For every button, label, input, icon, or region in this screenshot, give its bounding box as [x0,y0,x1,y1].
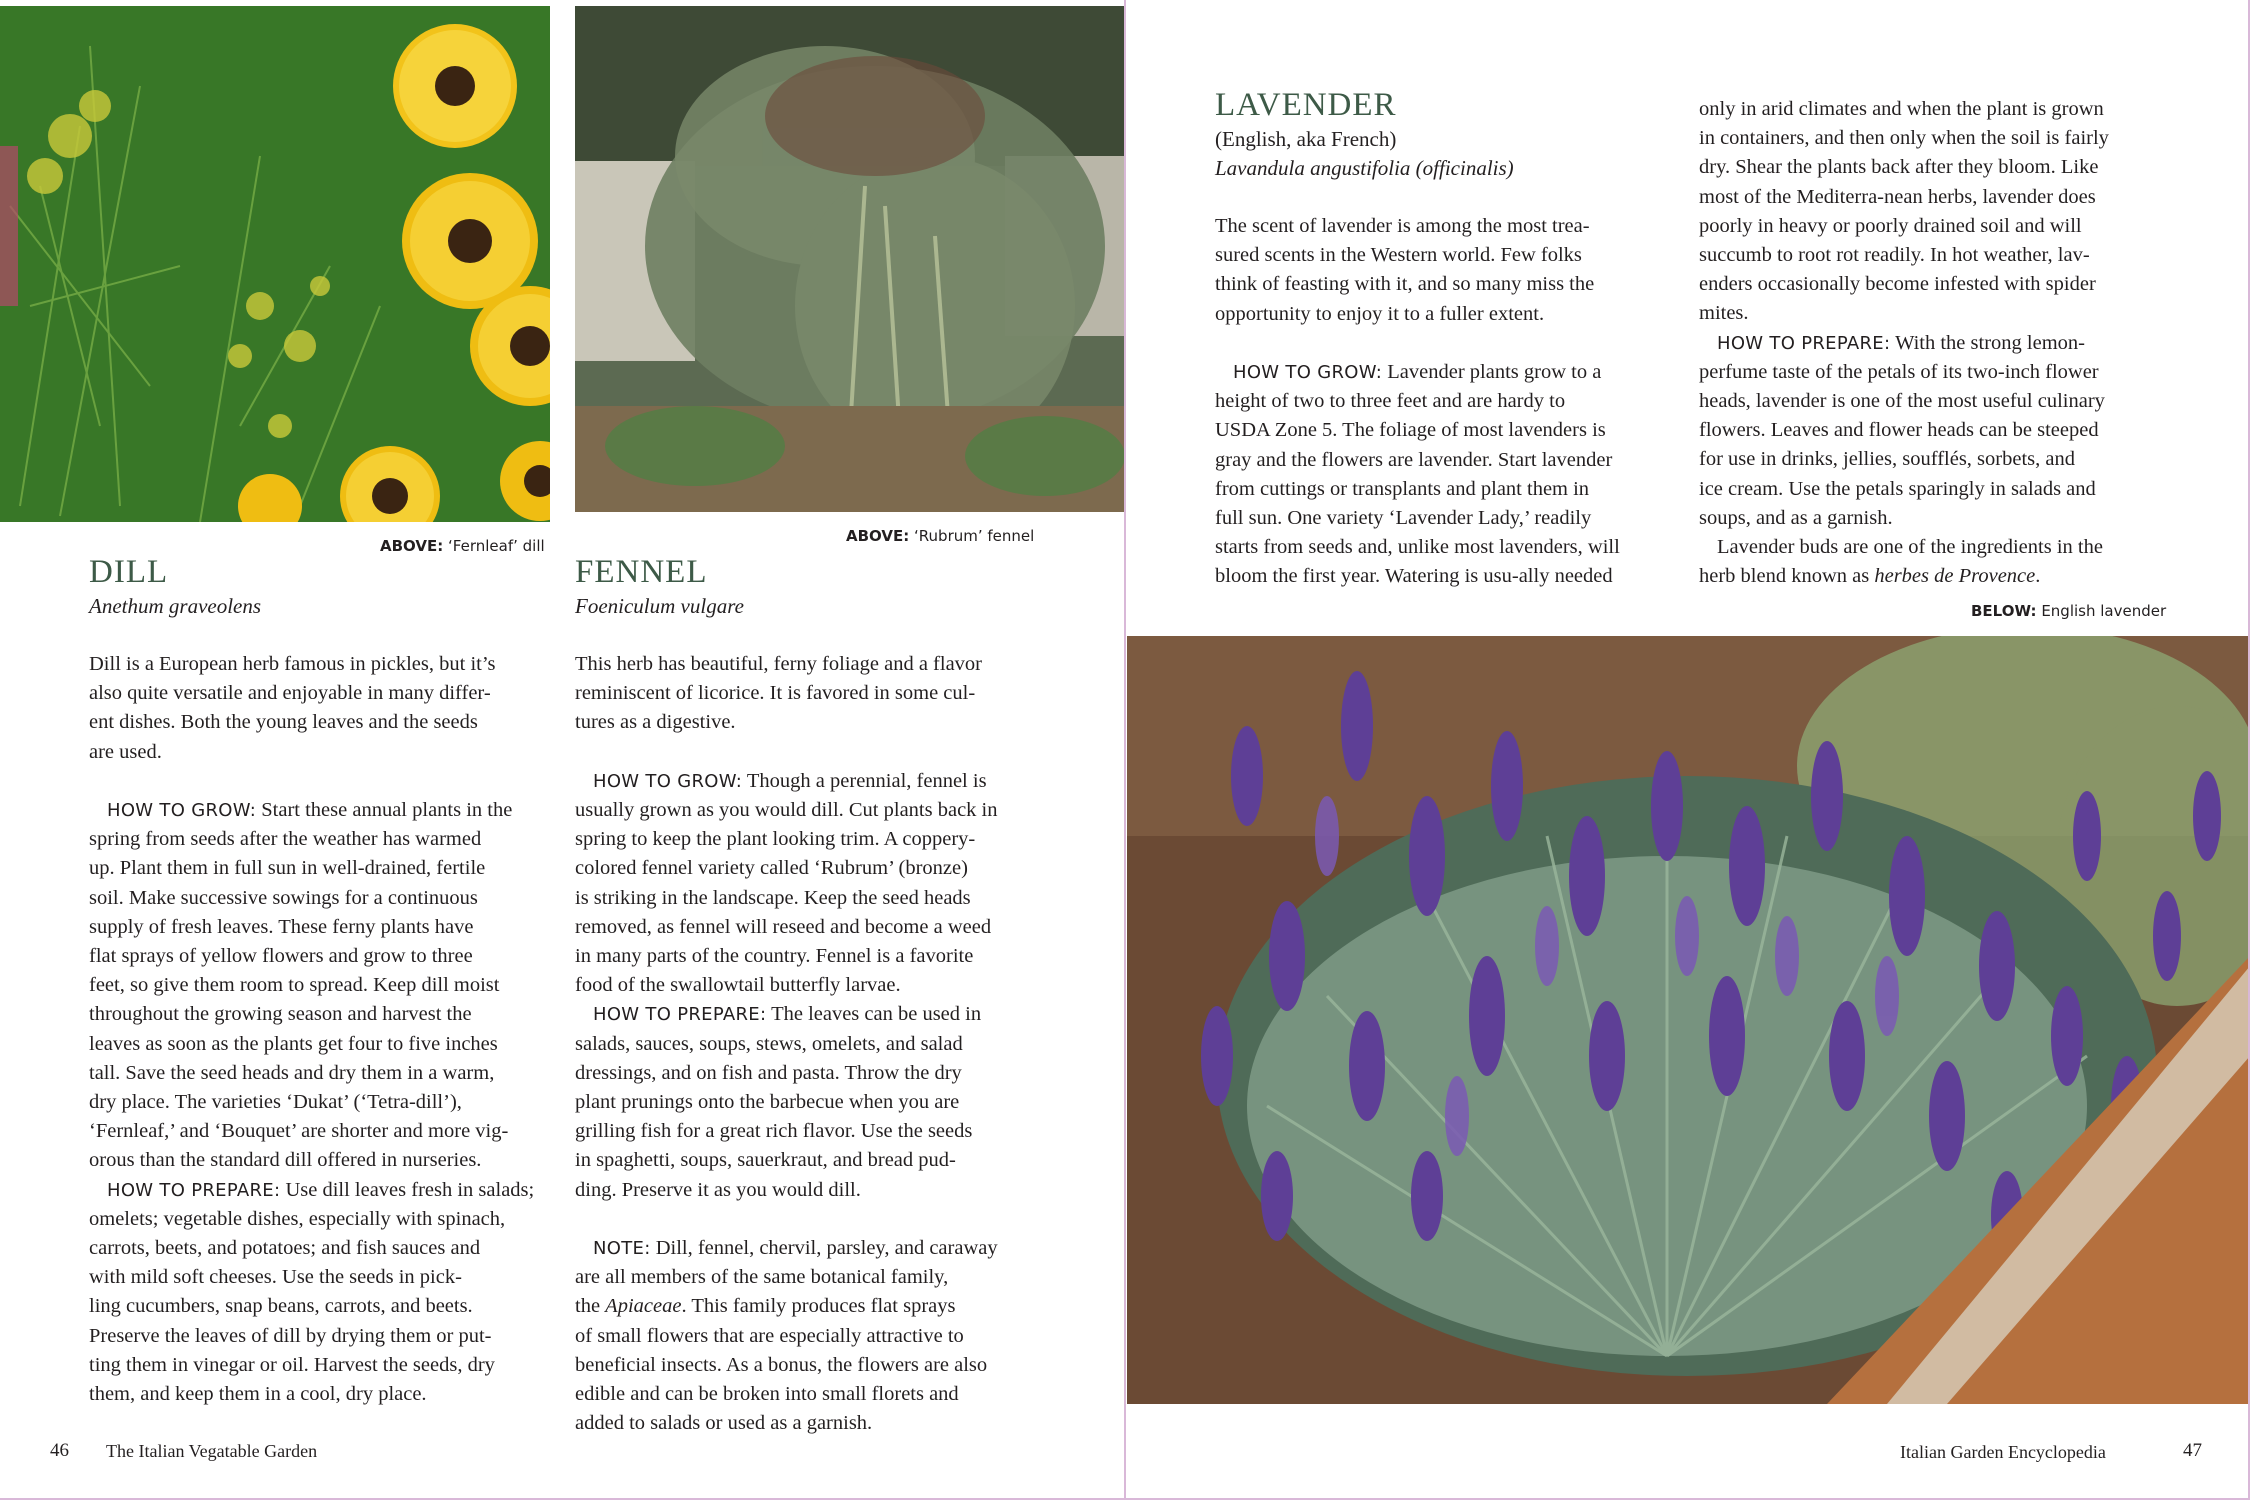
text-line: also quite versatile and enjoyable in many differ- [89,682,491,705]
fennel-botanical-name: Foeniculum vulgare [575,594,744,618]
text-line: soups, and as a garnish. [1699,506,1893,529]
text-line: reminiscent of licorice. It is favored in some cul- [575,682,976,705]
text-line: beneficial insects. As a bonus, the flowers are also [575,1353,988,1376]
lavender-common-name: (English, aka French) [1215,127,1397,151]
lavender-body-col2 [1699,95,2179,591]
text-line: leaves as soon as the plants get four to five inches [89,1032,498,1055]
right-page [1125,0,2250,1500]
text-line: food of the swallowtail butterfly larvae. [575,974,901,997]
text-line: up. Plant them in full sun in well-drained, fertile [89,857,486,880]
text-line: grilling fish for a great rich flavor. Use the seeds [575,1120,973,1143]
text-line: USDA Zone 5. The foliage of most lavenders is [1215,419,1606,442]
text-line: poorly in heavy or poorly drained soil and will [1699,214,2082,237]
text-line: dry place. The varieties ‘Dukat’ (‘Tetra-dill’), [89,1091,462,1114]
lavender-prepare-first-line: HOW TO PREPARE: With the strong lemon- [1717,331,2085,354]
dill-grow-first-line: HOW TO GROW: Start these annual plants in the [107,799,513,822]
fennel-note-first-line: NOTE: Dill, fennel, chervil, parsley, and caraway [593,1237,998,1260]
text-line: are all members of the same botanical family, [575,1266,949,1289]
text-line: for use in drinks, jellies, soufflés, sorbets, and [1699,448,2075,471]
text-line: supply of fresh leaves. These ferny plants have [89,915,474,938]
running-footer-left: The Italian Vegatable Garden [106,1441,318,1461]
running-footer-right: Italian Garden Encyclopedia [1900,1442,2106,1462]
fennel-grow-first-line: HOW TO GROW: Though a perennial, fennel is [593,769,987,792]
text-line: bloom the first year. Watering is usu-ally needed [1215,565,1613,588]
text-line: spring to keep the plant looking trim. A coppery- [575,828,976,851]
text-line: starts from seeds and, unlike most lavenders, will [1215,536,1620,559]
text-line: colored fennel variety called ‘Rubrum’ (bronze) [575,857,968,880]
fennel-photo-caption: ABOVE: ‘Rubrum’ fennel [846,527,1035,545]
lavender-photo-caption: BELOW: English lavender [1971,602,2167,620]
dill-body [89,650,549,1409]
text-line: opportunity to enjoy it to a fuller extent. [1215,302,1545,325]
dill-photo [0,6,550,522]
text-line: mites. [1699,302,1749,325]
text-line: is striking in the landscape. Keep the seed heads [575,886,971,909]
text-line: heads, lavender is one of the most useful culinary [1699,390,2105,413]
lavender-body-col1 [1215,212,1685,592]
text-line: plant prunings onto the barbecue when you are [575,1091,960,1114]
text-line: Lavender buds are one of the ingredients in the [1717,536,2103,559]
text-line: think of feasting with it, and so many miss the [1215,273,1595,296]
text-line: only in arid climates and when the plant is grown [1699,98,2104,120]
text-line: carrots, beets, and potatoes; and fish sauces and [89,1237,481,1260]
text-line: in containers, and then only when the soil is fairly [1699,127,2109,150]
text-line: from cuttings or transplants and plant them in [1215,477,1590,500]
text-line: This herb has beautiful, ferny foliage and a flavor [575,653,982,675]
text-line: orous than the standard dill offered in nurseries. [89,1149,482,1172]
text-line: of small flowers that are especially attractive to [575,1324,964,1347]
text-line: soil. Make successive sowings for a continuous [89,886,478,909]
text-line: ‘Fernleaf,’ and ‘Bouquet’ are shorter and more vig- [89,1120,509,1143]
how-to-grow-label: HOW TO GROW: [593,770,743,792]
note-label: NOTE: [593,1238,651,1260]
text-line: ling cucumbers, snap beans, carrots, and beets. [89,1295,473,1318]
text-line: spring from seeds after the weather has warmed [89,828,482,851]
lavender-heading: LAVENDER [1215,87,1397,123]
text-line: Preserve the leaves of dill by drying them or put- [89,1324,492,1347]
text-line: enders occasionally become infested with spider [1699,273,2096,296]
text-line: Dill is a European herb famous in pickles, but it’s [89,653,496,675]
fennel-prepare-first-line: HOW TO PREPARE: The leaves can be used in [593,1003,982,1026]
text-line: in spaghetti, soups, sauerkraut, and bread pud- [575,1149,956,1172]
fennel-body [575,650,1045,1438]
how-to-prepare-label: HOW TO PREPARE: [107,1179,281,1201]
how-to-grow-label: HOW TO GROW: [1233,362,1383,384]
text-line: ent dishes. Both the young leaves and the seeds [89,711,478,734]
dill-botanical-name: Anethum graveolens [89,594,262,618]
text-line: ding. Preserve it as you would dill. [575,1178,861,1201]
lavender-botanical-name: Lavandula angustifolia (officinalis) [1215,156,1514,180]
lavender-photo [1127,636,2250,1404]
text-line: height of two to three feet and are hardy to [1215,390,1566,413]
text-line: with mild soft cheeses. Use the seeds in pick- [89,1266,462,1289]
text-line: them, and keep them in a cool, dry place. [89,1383,427,1406]
dill-photo-caption: ABOVE: ‘Fernleaf’ dill [380,537,545,555]
how-to-prepare-label: HOW TO PREPARE: [593,1004,767,1026]
how-to-grow-label: HOW TO GROW: [107,800,257,822]
page-gutter [1124,0,1126,1500]
text-line: perfume taste of the petals of its two-inch flower [1699,360,2099,383]
text-line: added to salads or used as a garnish. [575,1412,873,1435]
text-line: The scent of lavender is among the most trea- [1215,215,1590,237]
text-line: feet, so give them room to spread. Keep dill moist [89,974,500,997]
text-line: in many parts of the country. Fennel is a favorite [575,945,974,968]
text-line: flat sprays of yellow flowers and grow to three [89,945,473,968]
text-line: dry. Shear the plants back after they bloom. Like [1699,156,2099,179]
text-line: succumb to root rot readily. In hot weather, lav- [1699,244,2090,267]
dill-prepare-first-line: HOW TO PREPARE: Use dill leaves fresh in salads; [107,1178,535,1201]
text-line: omelets; vegetable dishes, especially with spinach, [89,1207,506,1230]
text-line: the Apiaceae. This family produces flat sprays [575,1295,956,1318]
dill-heading: DILL [89,554,169,590]
text-line: flowers. Leaves and flower heads can be steeped [1699,419,2099,442]
text-line: throughout the growing season and harvest the [89,1003,472,1026]
lavender-grow-first-line: HOW TO GROW: Lavender plants grow to a [1233,361,1602,384]
text-line: tures as a digestive. [575,711,736,734]
fennel-heading: FENNEL [575,554,708,590]
text-line: salads, sauces, soups, stews, omelets, and salad [575,1032,963,1055]
text-line: gray and the flowers are lavender. Start lavender [1215,448,1613,471]
text-line: usually grown as you would dill. Cut plants back in [575,799,998,822]
how-to-prepare-label: HOW TO PREPARE: [1717,332,1891,354]
text-line: removed, as fennel will reseed and become a weed [575,915,992,938]
page-number-right: 47 [2183,1440,2202,1461]
fennel-photo [575,6,1125,512]
text-line: ting them in vinegar or oil. Harvest the seeds, dry [89,1353,495,1376]
text-line: are used. [89,740,162,763]
text-line: tall. Save the seed heads and dry them in a warm, [89,1061,495,1084]
text-line: full sun. One variety ‘Lavender Lady,’ readily [1215,507,1592,530]
text-line: dressings, and on fish and pasta. Throw the dry [575,1061,962,1084]
text-line: edible and can be broken into small florets and [575,1383,959,1406]
text-line: most of the Mediterra-nean herbs, lavender does [1699,185,2096,208]
text-line: ice cream. Use the petals sparingly in salads and [1699,477,2096,500]
text-line: herb blend known as herbes de Provence. [1699,565,2041,588]
text-line: sured scents in the Western world. Few folks [1215,244,1582,267]
page-number-left: 46 [50,1440,69,1461]
